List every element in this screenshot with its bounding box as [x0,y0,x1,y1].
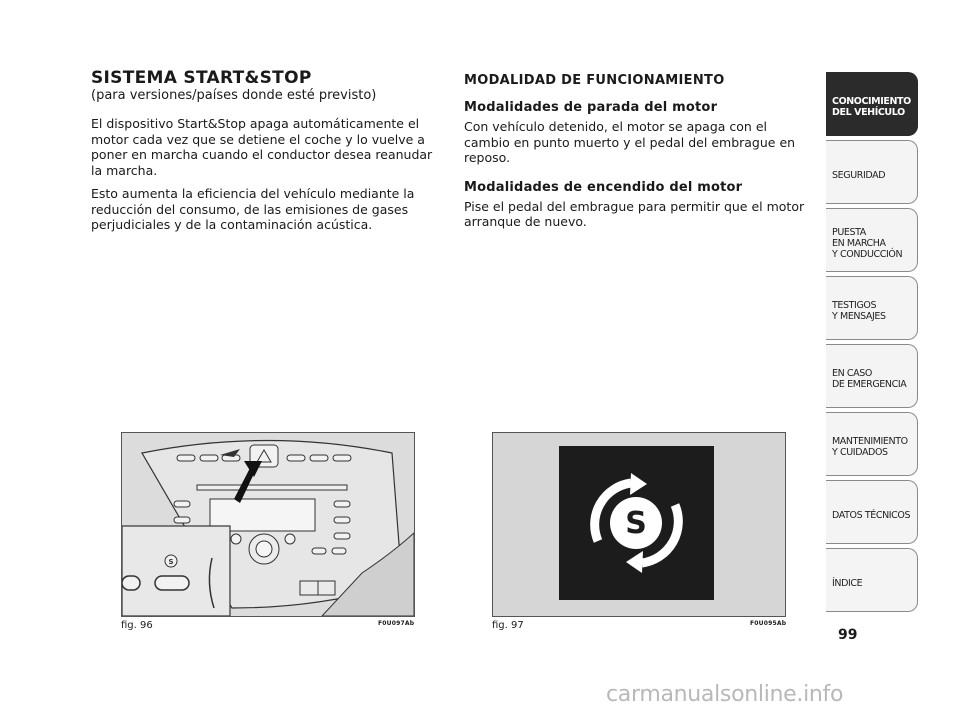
tab-conocimiento[interactable] [826,72,918,136]
watermark: carmanualsonline.info [606,682,844,707]
tab-label: ÍNDICE [832,577,863,589]
svg-text:S: S [168,558,174,566]
tab-label: EN CASO DE EMERGENCIA [832,368,907,390]
figure-96-code: F0U097Ab [378,620,415,627]
tab-label: DATOS TÉCNICOS [832,509,911,521]
start-mode-heading: Modalidades de encendido del motor [464,179,743,195]
left-column [91,68,443,241]
chapter-tabs [826,72,918,616]
figure-96-dashboard [121,432,415,617]
tab-testigos[interactable] [826,276,918,340]
tab-datos-tecnicos[interactable] [826,480,918,544]
tab-seguridad[interactable] [826,140,918,204]
start-stop-symbol [493,433,785,616]
benefit-paragraph: Esto aumenta la eficiencia del vehículo mediante la reducción del consumo, de las emisiones de gases perjudiciales y de la contaminación acústica. [91,186,415,232]
stop-mode-text: Con vehículo detenido, el motor se apaga con el cambio en punto muerto y el pedal del embrague en reposo. [464,119,796,165]
section-title: SISTEMA START&STOP [91,68,312,88]
right-column [464,68,809,238]
operation-heading: MODALIDAD DE FUNCIONAMIENTO [464,73,725,88]
figure-97-symbol [492,432,786,617]
figure-97-label: fig. 97 [492,620,524,631]
tab-puesta-en-marcha[interactable] [826,208,918,272]
intro-paragraph: El dispositivo Start&Stop apaga automáticamente el motor cada vez que se detiene el coche y lo vuelve a poner en marcha cuando el conductor desea reanudar la marcha. [91,116,433,178]
tab-label: CONOCIMIENTO DEL VEHÍCULO [832,96,911,118]
tab-mantenimiento[interactable] [826,412,918,476]
start-mode-text: Pise el pedal del embrague para permitir que el motor arranque de nuevo. [464,198,805,229]
tab-indice[interactable] [826,548,918,612]
dashboard-illustration [122,433,414,616]
section-subtitle: (para versiones/países donde esté previsto) [91,88,377,103]
symbol-letter: S [625,506,647,541]
tab-label: SEGURIDAD [832,169,886,181]
tab-emergencia[interactable] [826,344,918,408]
tab-label: PUESTA EN MARCHA Y CONDUCCIÓN [832,226,903,260]
figure-96-label: fig. 96 [121,620,153,631]
page-number: 99 [838,627,858,643]
figure-97-code: F0U095Ab [750,620,787,627]
tab-label: MANTENIMIENTO Y CUIDADOS [832,436,908,458]
stop-mode-heading: Modalidades de parada del motor [464,100,718,115]
tab-label: TESTIGOS Y MENSAJES [832,300,886,322]
